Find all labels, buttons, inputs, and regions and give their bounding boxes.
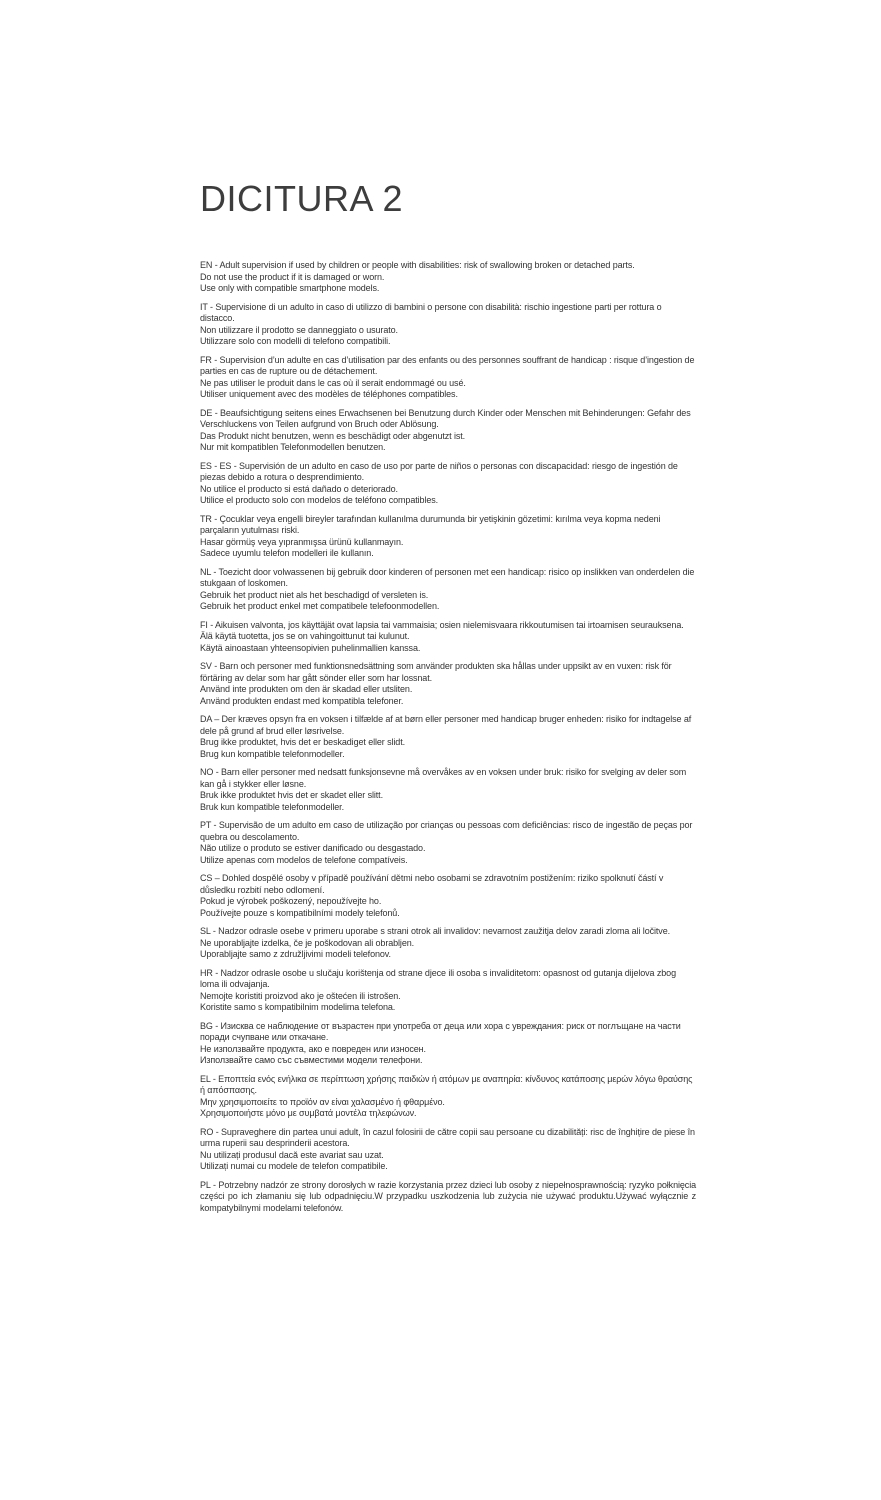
warning-line: Ne pas utiliser le produit dans le cas où il serait endommagé ou usé. [200, 377, 466, 388]
warning-line: Käytä ainoastaan yhteensopivien puhelinmallien kanssa. [200, 642, 421, 653]
warning-paragraph-el [200, 1074, 696, 1120]
warning-paragraph-pl [200, 1180, 696, 1215]
warning-line: Не използвайте продукта, ако е повреден или износен. [200, 1043, 426, 1054]
warning-line: Nemojte koristiti proizvod ako je oštećen ili istrošen. [200, 990, 401, 1001]
warning-paragraph-bg [200, 1021, 696, 1067]
warning-line: Χρησιμοποιήστε μόνο με συμβατά μοντέλα τηλεφώνων. [200, 1108, 417, 1118]
warning-line: Use only with compatible smartphone models. [200, 283, 380, 293]
warning-line: Utilizați numai cu modele de telefon compatibile. [200, 1161, 388, 1171]
warning-line: Do not use the product if it is damaged or worn. [200, 271, 385, 282]
warning-line: Brug kun kompatible telefonmodeller. [200, 748, 345, 759]
warning-line: Uporabljajte samo z združljivimi modeli telefonov. [200, 949, 391, 959]
document-content [200, 178, 696, 1221]
warning-line: EL - Εποπτεία ενός ενήλικα σε περίπτωση χρήσης παιδιών ή ατόμων με αναπηρία: κίνδυνος κατάποσης μερών λόγω θραύσης ή απόσπασης. [200, 1073, 693, 1095]
warning-line: Μην χρησιμοποιείτε το προϊόν αν είναι χαλασμένο ή φθαρμένο. [200, 1096, 445, 1107]
warning-line: CS – Dohled dospělé osoby v případě používání dětmi nebo osobami se zdravotním postižením: riziko spolknutí částí v důsledku rozbití nebo odlomení. [200, 873, 664, 895]
warning-line: Ne uporabljajte izdelka, če je poškodovan ali obrabljen. [200, 937, 415, 948]
warning-line: Älä käytä tuotetta, jos se on vahingoittunut tai kulunut. [200, 631, 410, 641]
warning-paragraph-nl [200, 567, 696, 613]
warning-line: Gebruik het product enkel met compatibele telefoonmodellen. [200, 601, 440, 611]
warning-line: Brug ikke produktet, hvis det er beskadiget eller slidt. [200, 737, 406, 747]
warning-line: Bruk kun kompatible telefonmodeller. [200, 801, 344, 812]
page-title: DICITURA 2 [200, 178, 404, 219]
warning-line: Não utilize o produto se estiver danificado ou desgastado. [200, 843, 426, 853]
warning-line: PL - Potrzebny nadzór ze strony dorosłych w razie korzystania przez dzieci lub osoby z niepełnosprawnością: ryzyko połknięcia części po ich złamaniu się lub odpadnięciu.W przypadku uszkodzenia lub zużycia nie używać produktu.Używać wyłącznie z kompatybilnymi modelami telefonów. [200, 1179, 696, 1213]
warning-line: DE - Beaufsichtigung seitens eines Erwachsenen bei Benutzung durch Kinder oder Menschen mit Behinderungen: Gefahr des Verschluckens von Teilen aufgrund von Bruch oder Ablösung. [200, 407, 691, 429]
warning-line: Utilice el producto solo con modelos de teléfono compatibles. [200, 495, 439, 505]
warning-line: NO - Barn eller personer med nedsatt funksjonsevne må overvåkes av en voksen under bruk: risiko for svelging av deler som kan gå i stykker eller løsne. [200, 767, 687, 789]
warning-line: Използвайте само със съвместими модели телефони. [200, 1055, 423, 1065]
warning-paragraph-da [200, 714, 696, 760]
warning-line: IT - Supervisione di un adulto in caso di utilizzo di bambini o persone con disabilità: rischio ingestione parti per rottura o distacco. [200, 301, 662, 323]
warning-paragraph-de [200, 408, 696, 454]
warning-paragraph-tr [200, 514, 696, 560]
warning-line: EN - Adult supervision if used by children or people with disabilities: risk of swallowing broken or detached parts. [200, 260, 635, 270]
warning-paragraph-it [200, 302, 696, 348]
warning-line: Utilize apenas com modelos de telefone compatíveis. [200, 854, 408, 865]
warning-line: Non utilizzare il prodotto se danneggiato o usurato. [200, 324, 398, 335]
warning-line: HR - Nadzor odrasle osobe u slučaju korištenja od strane djece ili osoba s invaliditetom: opasnost od gutanja dijelova zbog loma ili odvajanja. [200, 967, 676, 989]
warning-paragraph-fi [200, 620, 696, 655]
warning-paragraph-no [200, 767, 696, 813]
warning-line: NL - Toezicht door volwassenen bij gebruik door kinderen of personen met een handicap: risico op inslikken van onderdelen die stukgaan of loskomen. [200, 566, 695, 588]
warning-line: Používejte pouze s kompatibilními modely telefonů. [200, 907, 400, 918]
warnings-list [200, 260, 696, 1214]
warning-paragraph-en [200, 260, 696, 295]
warning-line: Utiliser uniquement avec des modèles de téléphones compatibles. [200, 389, 458, 399]
warning-line: Hasar görmüş veya yıpranmışsa ürünü kullanmayın. [200, 536, 404, 547]
warning-line: BG - Изисква се наблюдение от възрастен при употреба от деца или хора с увреждания: риск от поглъщане на части поради счупване или откачане. [200, 1020, 681, 1042]
warning-line: Pokud je výrobek poškozený, nepoužívejte ho. [200, 896, 382, 906]
warning-line: FI - Aikuisen valvonta, jos käyttäjät ovat lapsia tai vammaisia; osien nielemisvaara rikkoutumisen tai irtoamisen seurauksena. [200, 619, 684, 630]
warning-line: SL - Nadzor odrasle osebe v primeru uporabe s strani otrok ali invalidov: nevarnost zaužitja delov zaradi zloma ali ločitve. [200, 926, 671, 936]
warning-paragraph-cs [200, 873, 696, 919]
warning-paragraph-sv [200, 661, 696, 707]
warning-line: Nu utilizați produsul dacă este avariat sau uzat. [200, 1149, 384, 1160]
warning-line: Koristite samo s kompatibilnim modelima telefona. [200, 1002, 396, 1012]
warning-line: Nur mit kompatiblen Telefonmodellen benutzen. [200, 442, 386, 452]
warning-line: TR - Çocuklar veya engelli bireyler tarafından kullanılma durumunda bir yetişkinin gözetimi: kırılma veya kopma nedeni parçaların yutulması riski. [200, 513, 661, 535]
warning-line: Använd inte produkten om den är skadad eller utsliten. [200, 684, 413, 694]
warning-line: Använd produkten endast med kompatibla telefoner. [200, 695, 404, 706]
warning-paragraph-es [200, 461, 696, 507]
warning-paragraph-sl [200, 926, 696, 961]
warning-line: Sadece uyumlu telefon modelleri ile kullanın. [200, 548, 374, 558]
warning-line: Gebruik het product niet als het beschadigd of versleten is. [200, 589, 429, 600]
warning-paragraph-hr [200, 968, 696, 1014]
warning-line: ES - ES - Supervisión de un adulto en caso de uso por parte de niños o personas con discapacidad: riesgo de ingestión de piezas debido a rotura o desprendimiento. [200, 460, 678, 482]
warning-paragraph-fr [200, 355, 696, 401]
warning-paragraph-pt [200, 820, 696, 866]
warning-line: Utilizzare solo con modelli di telefono compatibili. [200, 336, 391, 346]
warning-line: Bruk ikke produktet hvis det er skadet eller slitt. [200, 790, 383, 800]
warning-line: No utilice el producto si está dañado o deteriorado. [200, 483, 398, 494]
warning-line: SV - Barn och personer med funktionsnedsättning som använder produkten ska hållas under uppsikt av en vuxen: risk för förtäring av delar som har gått sönder eller som har lossnat. [200, 661, 672, 683]
warning-line: Das Produkt nicht benutzen, wenn es beschädigt oder abgenutzt ist. [200, 430, 466, 441]
warning-line: FR - Supervision d’un adulte en cas d’utilisation par des enfants ou des personnes souffrant de handicap : risque d’ingestion de parties en cas de rupture ou de détachement. [200, 354, 695, 376]
warning-paragraph-ro [200, 1127, 696, 1173]
warning-line: DA – Der kræves opsyn fra en voksen i tilfælde af at børn eller personer med handicap bruger enheden: risiko for indtagelse af dele på grund af brud eller løsrivelse. [200, 714, 692, 736]
warning-line: PT - Supervisão de um adulto em caso de utilização por crianças ou pessoas com deficiências: risco de ingestão de peças por quebra ou descolamento. [200, 820, 693, 842]
warning-line: RO - Supraveghere din partea unui adult, în cazul folosirii de către copii sau persoane cu dizabilități: risc de înghițire de piese în urma ruperii sau desprinderii acestora. [200, 1126, 695, 1148]
